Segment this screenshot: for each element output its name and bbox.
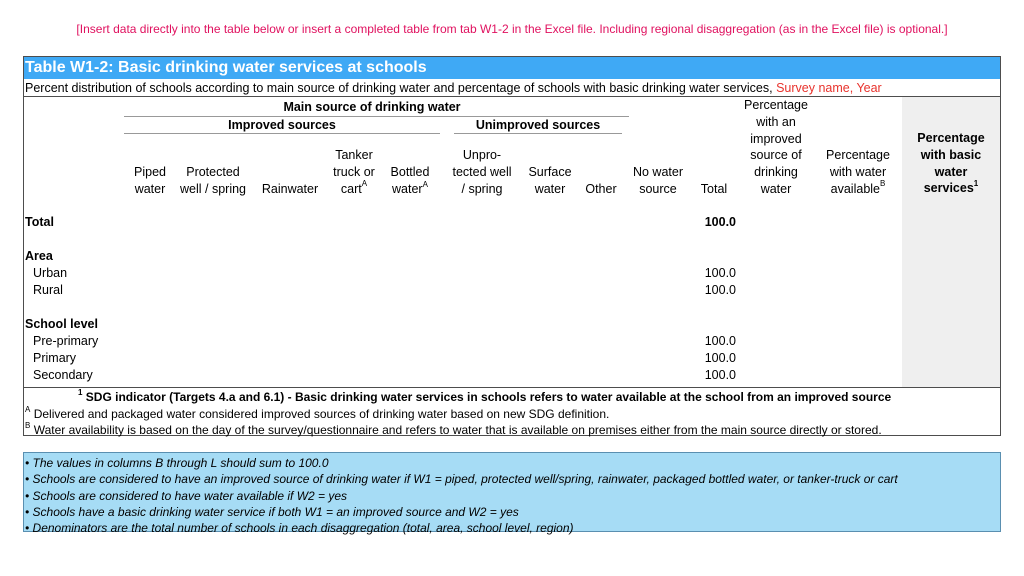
col-pct-water-available: Percentage with water available$^B$ (826, 148, 890, 196)
row-label-primary: Primary (33, 351, 77, 365)
main-source-header: Main source of drinking water (283, 100, 461, 114)
note-item: • Schools are considered to have an improved source of drinking water if W1 = piped, protected well/spring, rainwater, packaged bottled water, or tanker-truck or cart (25, 472, 898, 487)
unimproved-underline (454, 133, 622, 134)
row-label-pre-primary: Pre-primary (33, 334, 99, 348)
improved-underline (124, 133, 440, 134)
improved-sources-header: Improved sources (228, 118, 336, 132)
col-rainwater: Rainwater (261, 182, 319, 196)
table-subtitle: Percent distribution of schools according to main source of drinking water and percentage of schools with basic drinking water services, Survey name, Year (24, 79, 1000, 97)
footnote-b: $^B$ Water availability is based on the day of the survey/questionnaire and refers to water that is available on premises either from the main source directly or stored. (25, 421, 882, 437)
note-item: • Denominators are the total number of schools in each disaggregation (total, area, school level, region) (25, 521, 574, 536)
row-value-urban: 100.0 (704, 266, 736, 280)
col-piped-water: Piped water (134, 165, 166, 196)
row-value-primary: 100.0 (704, 351, 736, 365)
col-other: Other (585, 182, 617, 196)
col-unprotected-well: Unpro- tected well / spring (452, 148, 512, 196)
col-tanker-truck: Tanker truck or cart$^A$ (333, 148, 375, 196)
row-value-secondary: 100.0 (704, 368, 736, 382)
notes-box (23, 452, 1001, 536)
table-title: Table W1-2: Basic drinking water services at schools (24, 57, 1000, 79)
col-bottled-water: Bottled water$^A$ (390, 165, 430, 196)
row-value-rural: 100.0 (704, 283, 736, 297)
note-item: • Schools have a basic drinking water service if both W1 = an improved source and W2 = yes (25, 504, 519, 519)
col-surface-water: Surface water (528, 165, 572, 196)
footnote-separator (24, 387, 1000, 388)
col-protected-well: Protected well / spring (180, 165, 246, 196)
row-label-school-level: School level (25, 317, 98, 331)
col-pct-improved-source: Percentage with an improved source of drinking water (744, 98, 808, 196)
note-item: • Schools are considered to have water available if W2 = yes (25, 488, 348, 503)
footnote-1: $^1$ SDG indicator (Targets 4.a and 6.1) - Basic drinking water services in schools refers to water available at the school from an improved source (78, 388, 892, 404)
row-value-total: 100.0 (704, 215, 736, 229)
row-label-urban: Urban (33, 266, 68, 280)
row-label-rural: Rural (33, 283, 63, 297)
col-pct-basic-services: Percentage with basic water services$^1$ (917, 131, 985, 196)
col-total: Total (700, 182, 728, 196)
col-no-water-source: No water source (632, 165, 684, 196)
row-label-total: Total (25, 215, 54, 229)
footnote-a: $^A$ Delivered and packaged water considered improved sources of drinking water based on new SDG definition. (25, 405, 610, 421)
row-label-secondary: Secondary (33, 368, 93, 382)
data-table (23, 56, 1001, 436)
row-label-area: Area (25, 249, 53, 263)
note-item: • The values in columns B through L should sum to 100.0 (25, 456, 329, 470)
survey-name-year: Survey name, Year (776, 81, 882, 95)
row-value-pre-primary: 100.0 (704, 334, 736, 348)
instruction-text: [Insert data directly into the table below or insert a completed table from tab W1-2 in the Excel file. Including regional disaggregation (as in the Excel file) is optional.] (76, 22, 948, 36)
unimproved-sources-header: Unimproved sources (475, 118, 601, 132)
